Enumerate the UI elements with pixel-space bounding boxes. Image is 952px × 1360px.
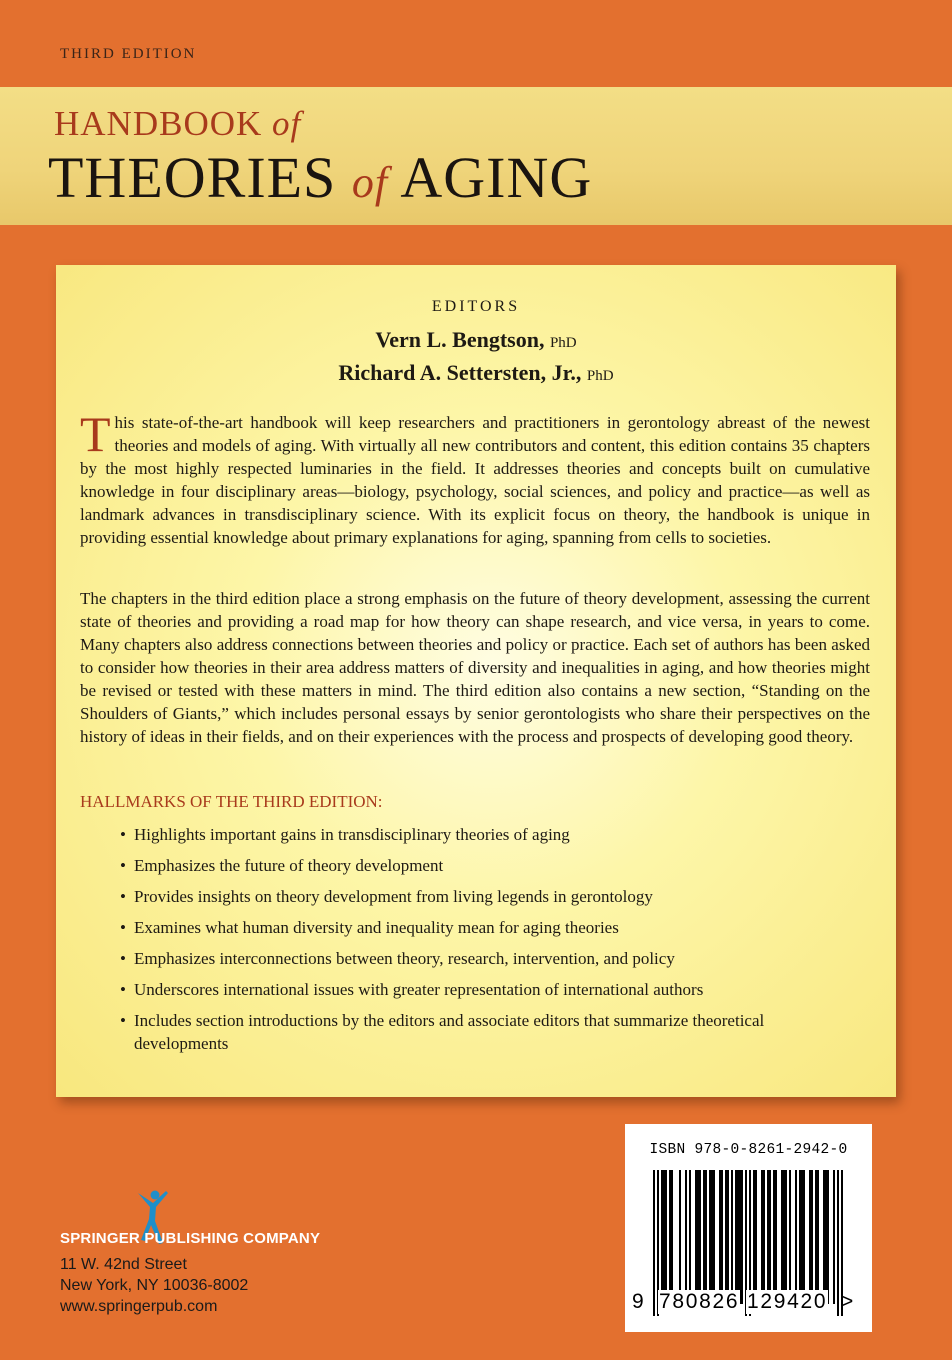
barcode-bar [653,1170,655,1316]
barcode-bar [803,1170,805,1304]
title-word-aging: AGING [400,145,593,210]
barcode-lead-digit: 9 [632,1290,644,1313]
barcode-bar [697,1170,699,1304]
barcode-bar [713,1170,715,1304]
hallmark-item [120,885,820,908]
barcode-bar [825,1170,827,1304]
barcode-bar [689,1170,691,1304]
barcode-bar [727,1170,729,1304]
barcode-digit-group-1: 780826 [659,1290,740,1313]
title-word-theories: THEORIES [48,145,337,210]
hallmarks-heading: HALLMARKS OF THE THIRD EDITION: [80,792,383,811]
hallmark-item [120,1009,820,1055]
bullet-icon: • [120,856,126,875]
barcode-bar [781,1170,783,1304]
barcode-bar [731,1170,733,1304]
hallmark-item [120,823,820,846]
isbn-text: ISBN 978-0-8261-2942-0 [649,1142,848,1158]
bullet-icon: • [120,918,126,937]
description-paragraph-1 [80,406,870,549]
barcode-bar [755,1170,757,1304]
barcode-bar [671,1170,673,1304]
barcode-bar [663,1170,665,1304]
barcode-bar [737,1170,739,1304]
barcode-bar [679,1170,681,1304]
barcode-bar [827,1170,829,1304]
publisher-name: SPRINGER PUBLISHING COMPANY [60,1230,321,1247]
barcode-bar [665,1170,667,1304]
hallmark-text: Emphasizes interconnections between theory, research, intervention, and policy [134,949,675,968]
barcode-bar [811,1170,813,1304]
paragraph-text: his state-of-the-art handbook will keep researchers and practitioners in gerontology abreast of the newest theories and models of aging. With virtually all new contributors and content, this edition contains 35 chapters by the most highly respected luminaries in the field. It addresses theories and concepts built on cumulative knowledge in four disciplinary areas—biology, psychology, social sciences, and policy and practice—as well as landmark advances in transdisciplinary science. With its explicit focus on theory, the handbook is unique in providing essential knowledge about primary explanations for aging, spanning from cells to societies. [80,413,870,547]
isbn-barcode [625,1124,872,1332]
barcode-bar [799,1170,801,1304]
hallmark-item [120,916,820,939]
hallmark-text: Provides insights on theory development from living legends in gerontology [134,887,653,906]
editor-name: Richard A. Settersten, Jr., [338,360,582,385]
bullet-icon: • [120,980,126,999]
editor-name: Vern L. Bengtson, [375,327,545,352]
barcode-bar [699,1170,701,1304]
bullet-icon: • [120,949,126,968]
barcode-bar [795,1170,797,1304]
bullet-icon: • [120,825,126,844]
barcode-bar [685,1170,687,1304]
edition-label: THIRD EDITION [60,46,197,62]
description-panel [56,265,896,1097]
barcode-bar [837,1170,839,1316]
barcode-bar [833,1170,835,1304]
barcode-bar [763,1170,765,1304]
barcode-bar [719,1170,721,1304]
title-word-of-2: of [351,158,389,207]
barcode-bar [703,1170,705,1304]
barcode-bar [815,1170,817,1304]
barcode-bar [669,1170,671,1304]
editor-2 [56,360,896,386]
barcode-bar [783,1170,785,1304]
publisher-website: www.springerpub.com [60,1298,218,1315]
barcode-bar [753,1170,755,1304]
barcode-bar [769,1170,771,1304]
hallmark-text: Highlights important gains in transdisciplinary theories of aging [134,825,570,844]
address-line-2: New York, NY 10036-8002 [60,1277,249,1294]
barcode-bar [773,1170,775,1304]
hallmark-item [120,854,820,877]
barcode-bar [767,1170,769,1304]
barcode-bar [741,1170,743,1304]
bullet-icon: • [120,1011,126,1030]
description-paragraph-2: The chapters in the third edition place a strong emphasis on the future of theory development, assessing the current state of theories and providing a road map for how theory can shape research, and vice versa, in years to come. Many chapters also address connections between theories and policy or practice. Each set of authors has been asked to consider how theories in their area address matters of diversity and inequalities in aging, and how theories might be revised or tested with these matters in mind. The third edition also contains a new section, “Standing on the Shoulders of Giants,” which includes personal essays by senior gerontologists who share their perspectives on the history of ideas in their fields, and on their experiences with the process and prospects of developing good theory. [80,589,870,746]
title-word-handbook: HANDBOOK [54,104,263,143]
barcode-bar [775,1170,777,1304]
barcode-bar [785,1170,787,1304]
editor-degree: PhD [549,335,577,351]
title-line-1 [54,104,301,144]
title-word-of: of [272,104,302,143]
address-line-1: 11 W. 42nd Street [60,1256,187,1273]
barcode-bar [695,1170,697,1304]
bullet-icon: • [120,887,126,906]
barcode-bar [725,1170,727,1304]
hallmark-text: Includes section introductions by the editors and associate editors that summarize theoretical developments [134,1011,765,1053]
hallmark-item [120,978,820,1001]
barcode-bar [801,1170,803,1304]
barcode-bar [705,1170,707,1304]
barcode-bar [709,1170,711,1304]
barcode-bar [735,1170,737,1304]
hallmark-text: Underscores international issues with greater representation of international authors [134,980,704,999]
hallmark-text: Examines what human diversity and inequality mean for aging theories [134,918,619,937]
barcode-digit-group-2: 129420 [747,1290,828,1313]
barcode-bar [789,1170,791,1304]
barcode-bar [823,1170,825,1304]
editor-degree: PhD [586,368,614,384]
barcode-bar [739,1170,741,1304]
drop-cap: T [80,406,111,462]
hallmark-text: Emphasizes the future of theory development [134,856,444,875]
barcode-bar [721,1170,723,1304]
barcode-bar [817,1170,819,1304]
title-line-2 [48,144,592,211]
barcode-bar [761,1170,763,1304]
barcode-bar [661,1170,663,1304]
editors-label: EDITORS [431,298,521,315]
hallmark-item [120,947,820,970]
barcode-bar [809,1170,811,1304]
editor-1 [56,327,896,353]
barcode-quiet-zone-mark: > [841,1290,854,1313]
barcode-bar [711,1170,713,1304]
